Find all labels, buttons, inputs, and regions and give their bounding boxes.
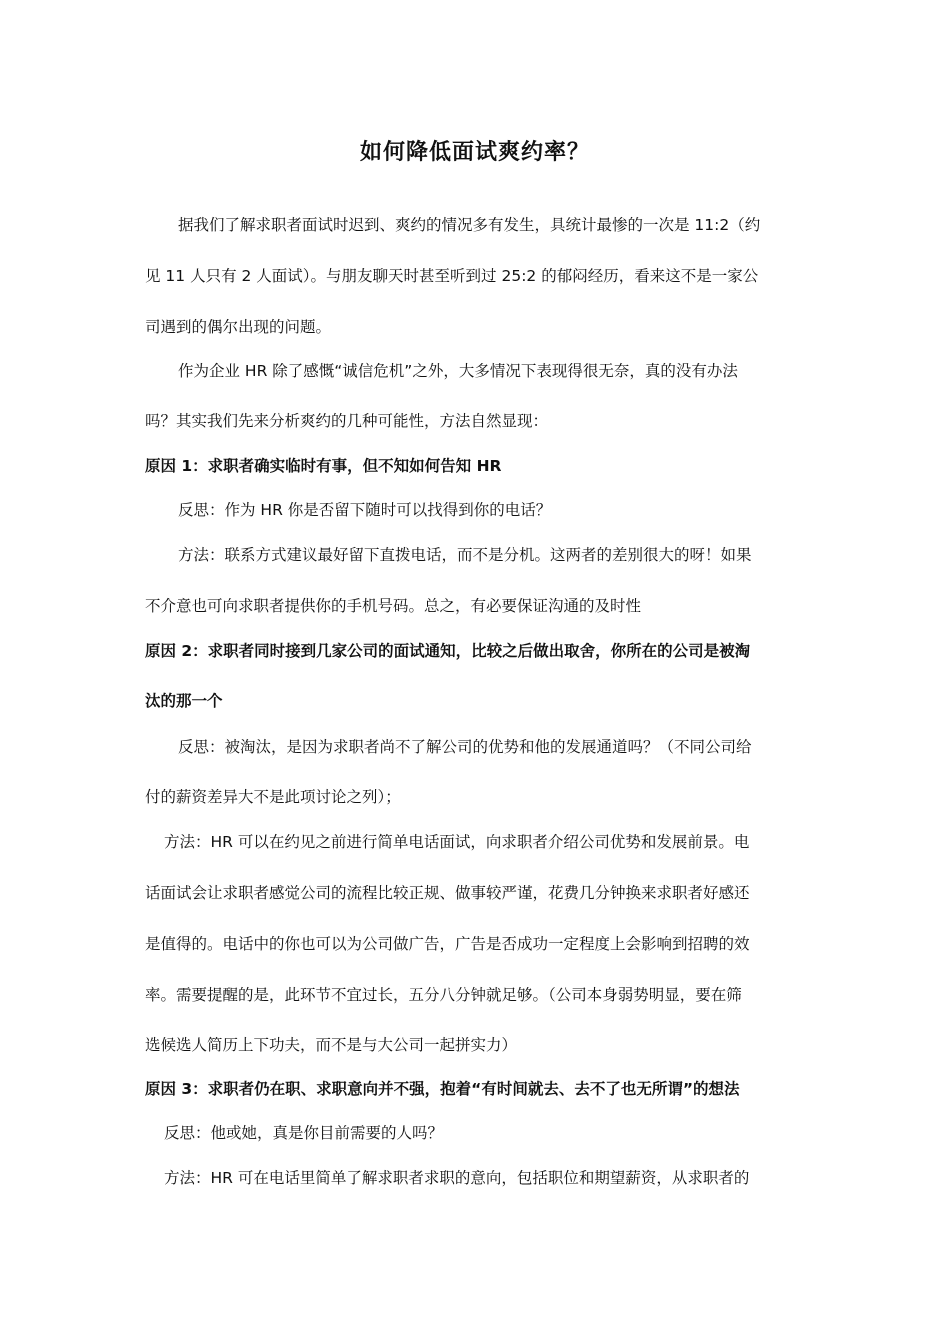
paragraph-line: 方法：HR 可以在约见之前进行简单电话面试，向求职者介绍公司优势和发展前景。电 — [164, 833, 750, 851]
paragraph-line: 吗？其实我们先来分析爽约的几种可能性，方法自然显现： — [145, 412, 549, 430]
paragraph-line: 司遇到的偶尔出现的问题。 — [145, 318, 332, 336]
paragraph-line: 方法：HR 可在电话里简单了解求职者求职的意向，包括职位和期望薪资，从求职者的 — [164, 1169, 750, 1187]
paragraph-line: 选候选人简历上下功夫，而不是与大公司一起拼实力） — [145, 1036, 518, 1054]
document-title: 如何降低面试爽约率？ — [359, 140, 590, 165]
reason-heading: 原因 1：求职者确实临时有事，但不知如何告知 HR — [145, 457, 502, 475]
paragraph-line: 话面试会让求职者感觉公司的流程比较正规、做事较严谨，花费几分钟换来求职者好感还 — [145, 884, 750, 902]
paragraph-line: 作为企业 HR 除了感慨“诚信危机”之外，大多情况下表现得很无奈，真的没有办法 — [178, 362, 738, 380]
paragraph-line: 付的薪资差异大不是此项讨论之列）； — [145, 788, 401, 806]
paragraph-line: 率。需要提醒的是，此环节不宜过长，五分八分钟就足够。（公司本身弱势明显，要在筛 — [145, 986, 742, 1004]
paragraph-line: 是值得的。电话中的你也可以为公司做广告，广告是否成功一定程度上会影响到招聘的效 — [145, 935, 750, 953]
paragraph-line: 方法：联系方式建议最好留下直拨电话，而不是分机。这两者的差别很大的呀！如果 — [178, 546, 752, 564]
paragraph-line: 据我们了解求职者面试时迟到、爽约的情况多有发生，具统计最惨的一次是 11:2（约 — [178, 216, 761, 234]
paragraph-line: 反思：被淘汰，是因为求职者尚不了解公司的优势和他的发展通道吗？（不同公司给 — [178, 738, 752, 756]
paragraph-line: 反思：他或她，真是你目前需要的人吗？ — [164, 1124, 444, 1142]
paragraph-line: 不介意也可向求职者提供你的手机号码。总之，有必要保证沟通的及时性 — [145, 597, 642, 615]
reason-heading: 原因 3：求职者仍在职、求职意向并不强，抱着“有时间就去、去不了也无所谓”的想法 — [145, 1080, 740, 1098]
reason-heading: 汰的那一个 — [145, 692, 223, 710]
reason-heading: 原因 2：求职者同时接到几家公司的面试通知，比较之后做出取舍，你所在的公司是被淘 — [145, 642, 751, 660]
paragraph-line: 见 11 人只有 2 人面试）。与朋友聊天时甚至听到过 25:2 的郁闷经历，看来这不是一家公 — [145, 267, 759, 285]
paragraph-line: 反思：作为 HR 你是否留下随时可以找得到你的电话？ — [178, 501, 552, 519]
